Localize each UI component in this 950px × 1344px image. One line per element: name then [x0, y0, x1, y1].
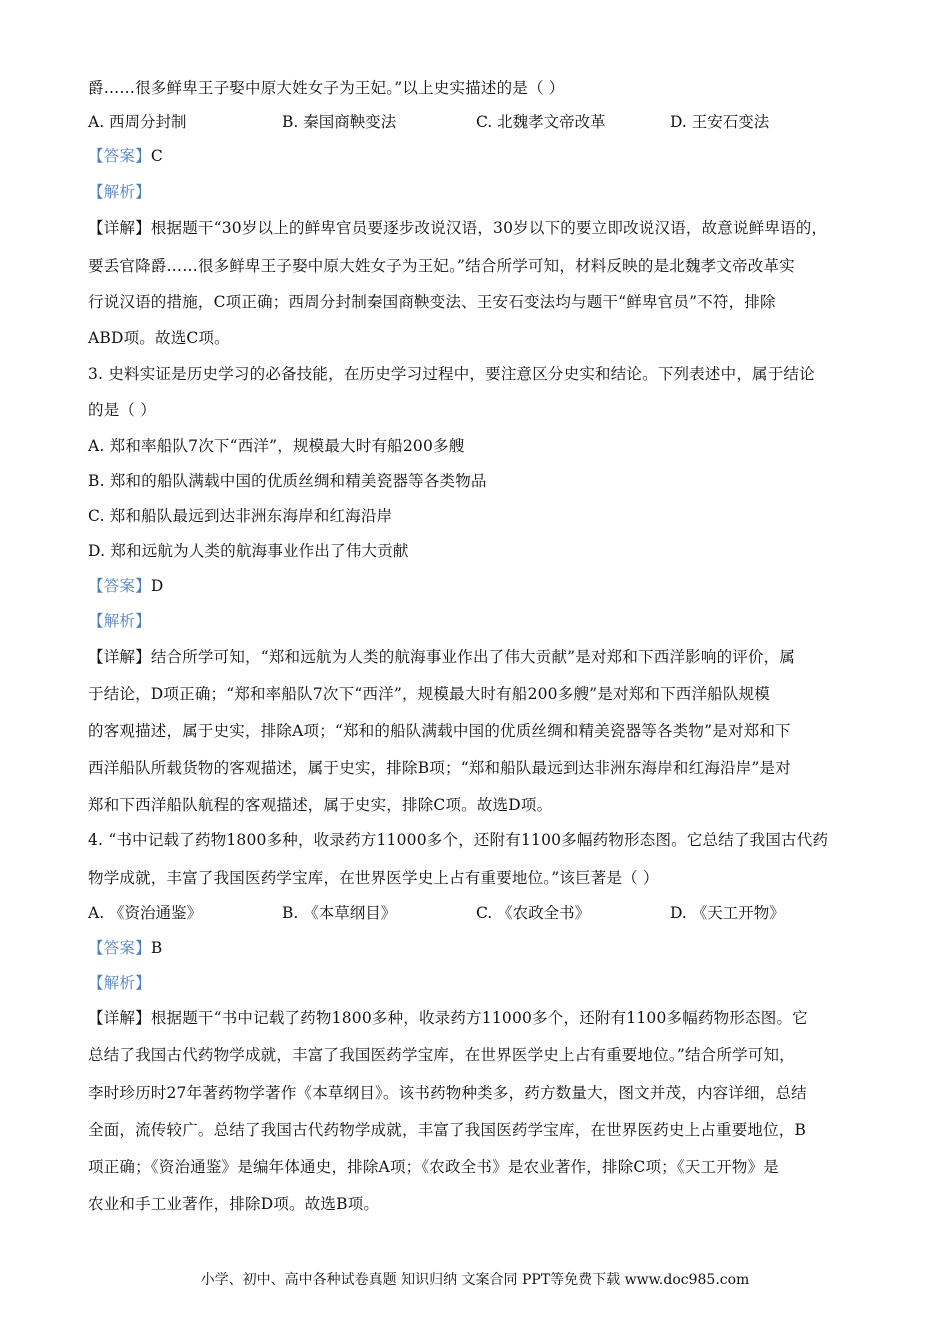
q4-option-c: C. 《农政全书》: [476, 904, 591, 922]
q2-option-a: A. 西周分封制: [88, 113, 187, 131]
q2-analysis-label: 【解析】: [88, 183, 151, 201]
detail-label: 【详解】: [88, 648, 151, 666]
q3-stem-line-2: 的是（ ）: [88, 401, 156, 419]
detail-label: 【详解】: [88, 219, 151, 237]
q3-option-b: B. 郑和的船队满载中国的优质丝绸和精美瓷器等各类物品: [88, 472, 487, 490]
answer-value: C: [150, 147, 163, 165]
q2-stem-end: 爵……很多鲜卑王子娶中原大姓女子为王妃。”以上史实描述的是（ ）: [88, 79, 565, 97]
q4-analysis-label: 【解析】: [88, 974, 151, 992]
detail-text: 根据题干“30岁以上的鲜卑官员要逐步改说汉语，30岁以下的要立即改说汉语，故意说鲜卑语的，: [150, 219, 828, 237]
q4-stem-line-1: 4. “书中记载了药物1800多种，收录药方11000多个，还附有1100多幅药物形态图。它总结了我国古代药: [88, 831, 829, 849]
q3-detail-line-5: 郑和下西洋船队航程的客观描述，属于史实，排除C项。故选D项。: [88, 796, 553, 814]
q3-detail-line-1: [88, 647, 878, 667]
q2-option-b: B. 秦国商鞅变法: [282, 113, 397, 131]
answer-label: 【答案】: [88, 939, 151, 957]
q2-option-d: D. 王安石变法: [670, 113, 770, 131]
q2-detail-line-2: 要丢官降爵……很多鲜卑王子娶中原大姓女子为王妃。”结合所学可知，材料反映的是北魏孝文帝改革实: [88, 257, 795, 275]
q4-option-d: D. 《天工开物》: [670, 904, 785, 922]
q2-detail-line-3: 行说汉语的措施，C项正确；西周分封制秦国商鞅变法、王安石变法均与题干“鲜卑官员”不符，排除: [88, 293, 776, 311]
q2-detail-line-4: ABD项。故选C项。: [88, 329, 230, 347]
q4-detail-line-6: 农业和手工业著作，排除D项。故选B项。: [88, 1195, 380, 1213]
q3-option-a: A. 郑和率船队7次下“西洋”，规模最大时有船200多艘: [88, 437, 465, 455]
detail-label: 【详解】: [88, 1009, 151, 1027]
q3-detail-line-3: 的客观描述，属于史实，排除A项；“郑和的船队满载中国的优质丝绸和精美瓷器等各类物”是对郑和下: [88, 722, 791, 740]
answer-value: D: [150, 577, 164, 595]
answer-value: B: [150, 939, 163, 957]
q4-option-b: B. 《本草纲目》: [282, 904, 397, 922]
q4-detail-line-4: 全面，流传较广。总结了我国古代药物学成就，丰富了我国医药学宝库，在世界医药史上占重要地位，B: [88, 1121, 807, 1139]
q3-option-c: C. 郑和船队最远到达非洲东海岸和红海沿岸: [88, 507, 393, 525]
q2-detail-line-1: [88, 218, 878, 238]
q4-detail-line-5: 项正确；《资治通鉴》是编年体通史，排除A项；《农政全书》是农业著作，排除C项；《天工开物》是: [88, 1158, 780, 1176]
q4-option-a: A. 《资治通鉴》: [88, 904, 203, 922]
detail-text: 根据题干“书中记载了药物1800多种，收录药方11000多个，还附有1100多幅药物形态图。它: [150, 1009, 808, 1027]
answer-label: 【答案】: [88, 577, 151, 595]
q2-answer: [88, 146, 878, 166]
q4-detail-line-2: 总结了我国古代药物学成就，丰富了我国医药学宝库，在世界医学史上占有重要地位。”结合所学可知，: [88, 1046, 795, 1064]
q4-detail-line-3: 李时珍历时27年著药物学著作《本草纲目》。该书药物种类多，药方数量大，图文并茂，内容详细，总结: [88, 1084, 807, 1102]
q3-answer: [88, 576, 878, 596]
q3-detail-line-4: 西洋船队所载货物的客观描述，属于史实，排除B项；“郑和船队最远到达非洲东海岸和红海沿岸”是对: [88, 759, 791, 777]
q3-detail-line-2: 于结论，D项正确；“郑和率船队7次下“西洋”，规模最大时有船200多艘”是对郑和下西洋船队规模: [88, 685, 770, 703]
q3-stem-line-1: 3. 史料实证是历史学习的必备技能，在历史学习过程中，要注意区分史实和结论。下列表述中，属于结论: [88, 365, 815, 383]
answer-label: 【答案】: [88, 147, 151, 165]
q3-option-d: D. 郑和远航为人类的航海事业作出了伟大贡献: [88, 542, 409, 560]
page-footer: 小学、初中、高中各种试卷真题 知识归纳 文案合同 PPT等免费下载 www.doc985.com: [200, 1272, 750, 1288]
q2-option-c: C. 北魏孝文帝改革: [476, 113, 606, 131]
q4-stem-line-2: 物学成就，丰富了我国医药学宝库，在世界医学史上占有重要地位。”该巨著是（ ）: [88, 869, 659, 887]
q3-analysis-label: 【解析】: [88, 612, 151, 630]
detail-text: 结合所学可知，“郑和远航为人类的航海事业作出了伟大贡献”是对郑和下西洋影响的评价，属: [150, 648, 796, 666]
q4-answer: [88, 938, 878, 958]
q4-detail-line-1: [88, 1008, 878, 1028]
